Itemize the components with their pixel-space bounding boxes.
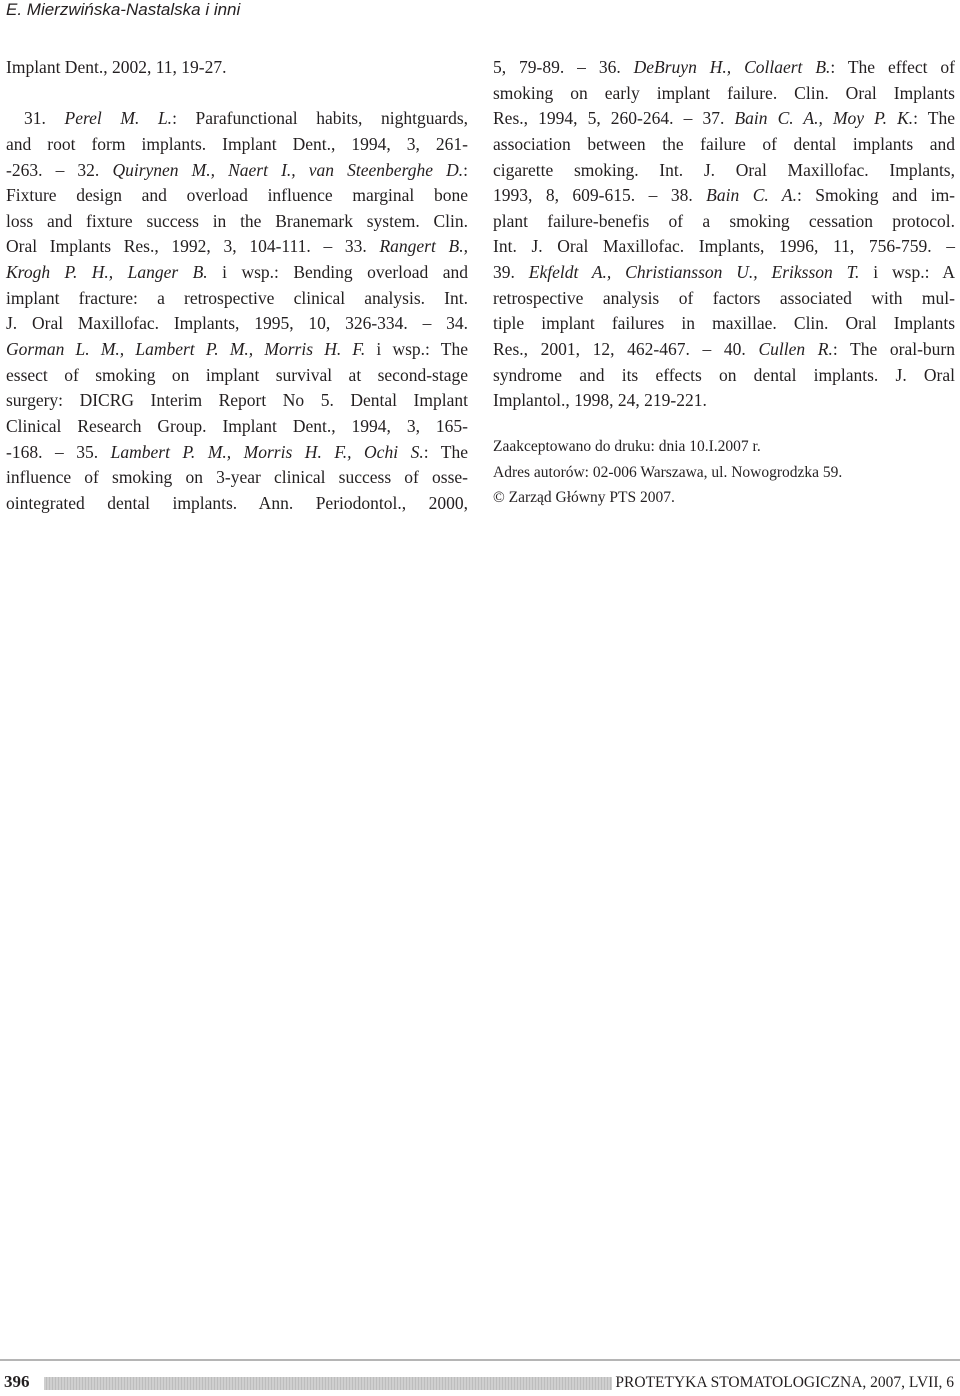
- ref-text: : The: [913, 108, 955, 129]
- acceptance-footnote: [493, 434, 953, 511]
- ref-authors: Bain C. A., Moy P. K.: [734, 108, 914, 129]
- ref-text: : The effect of: [830, 57, 955, 77]
- reference-line: [493, 55, 955, 81]
- reference-line: [6, 234, 468, 260]
- ref-text: i wsp.: Bending overload and: [207, 262, 469, 283]
- ref-authors: Quirynen M., Naert I., van Steenberghe D.: [112, 159, 464, 180]
- reference-line: [493, 260, 955, 286]
- reference-line: J. Oral Maxillofac. Implants, 1995, 10, 326-334. – 34.: [6, 313, 468, 334]
- reference-line: Clinical Research Group. Implant Dent., 1994, 3, 165-: [6, 415, 468, 436]
- reference-line: [493, 106, 955, 132]
- reference-line: [6, 260, 468, 286]
- ref-text: : Smoking and im-: [796, 185, 956, 206]
- ref-authors: Rangert B.,: [379, 236, 468, 257]
- reference-line: Int. J. Oral Maxillofac. Implants, 1996, 11, 756-759. –: [493, 236, 955, 257]
- reference-line: Implant Dent., 2002, 11, 19-27.: [6, 57, 227, 77]
- reference-line: tiple implant failures in maxillae. Clin. Oral Implants: [493, 313, 955, 334]
- reference-line: and root form implants. Implant Dent., 1994, 3, 261-: [6, 133, 468, 154]
- accepted-date: Zaakceptowano do druku: dnia 10.I.2007 r.: [493, 438, 761, 455]
- ref-authors: Lambert P. M., Morris H. F., Ochi S.: [110, 441, 424, 462]
- reference-column-left: [6, 55, 468, 517]
- ref-number: 31.: [24, 108, 65, 129]
- ref-number: -168. – 35.: [6, 441, 111, 462]
- ref-authors: Gorman L. M., Lambert P. M., Morris H. F.: [6, 339, 366, 360]
- ref-text: : The oral-burn: [832, 339, 955, 360]
- ref-authors: Cullen R.: [758, 339, 833, 360]
- ref-text: Res., 1994, 5, 260-264. – 37.: [493, 108, 735, 129]
- reference-line: plant failure-benefis of a smoking cessation protocol.: [493, 210, 955, 231]
- reference-line: ointegrated dental implants. Ann. Periodontol., 2000,: [6, 492, 468, 513]
- ref-text: : Parafunctional habits, nightguards,: [172, 108, 469, 129]
- reference-line: loss and fixture success in the Branemark system. Clin.: [6, 210, 468, 231]
- footer-divider: [0, 1359, 960, 1361]
- page-number: 396: [4, 1372, 30, 1391]
- reference-line: surgery: DICRG Interim Report No 5. Dental Implant: [6, 390, 468, 411]
- reference-line: [6, 337, 468, 363]
- ref-text: 5, 79-89. – 36.: [493, 57, 634, 77]
- reference-line: [493, 183, 955, 209]
- ref-text: i wsp.: The: [365, 339, 468, 360]
- reference-column-right: [493, 55, 955, 414]
- reference-line: association between the failure of dental implants and: [493, 133, 955, 154]
- ref-text: 1993, 8, 609-615. – 38.: [493, 185, 707, 206]
- reference-line: [6, 440, 468, 466]
- ref-text: i wsp.: A: [859, 262, 955, 283]
- reference-line: retrospective analysis of factors associated with mul-: [493, 287, 955, 308]
- reference-line: Implantol., 1998, 24, 219-221.: [493, 390, 707, 411]
- ref-text: Res., 2001, 12, 462-467. – 40.: [493, 339, 759, 360]
- ref-authors: DeBruyn H., Collaert B.: [633, 57, 831, 77]
- reference-line: syndrome and its effects on dental implants. J. Oral: [493, 364, 955, 385]
- reference-line: cigarette smoking. Int. J. Oral Maxillofac. Implants,: [493, 159, 955, 180]
- ref-authors: Ekfeldt A., Christiansson U., Eriksson T.: [528, 262, 860, 283]
- ref-authors: Perel M. L.: [64, 108, 173, 129]
- ref-authors: Krogh P. H., Langer B.: [6, 262, 208, 283]
- footer-decorative-bar: [44, 1377, 612, 1390]
- ref-number: 39.: [493, 262, 529, 283]
- reference-line: Fixture design and overload influence marginal bone: [6, 185, 468, 206]
- journal-footer: PROTETYKA STOMATOLOGICZNA, 2007, LVII, 6: [615, 1374, 954, 1391]
- ref-number: -263. – 32.: [6, 159, 113, 180]
- ref-text: :: [463, 159, 468, 180]
- ref-text: Oral Implants Res., 1992, 3, 104-111. – 33.: [6, 236, 380, 257]
- reference-line: smoking on early implant failure. Clin. Oral Implants: [493, 82, 955, 103]
- reference-line: implant fracture: a retrospective clinical analysis. Int.: [6, 287, 468, 308]
- reference-line: [6, 106, 468, 132]
- ref-text: : The: [423, 441, 468, 462]
- paragraph-gap: [6, 81, 468, 107]
- running-head: E. Mierzwińska-Nastalska i inni: [6, 0, 241, 19]
- reference-line: influence of smoking on 3-year clinical success of osse-: [6, 467, 468, 488]
- author-address: Adres autorów: 02-006 Warszawa, ul. Nowogrodzka 59.: [493, 463, 843, 481]
- ref-authors: Bain C. A.: [706, 185, 797, 206]
- reference-line: [6, 158, 468, 184]
- copyright-notice: © Zarząd Główny PTS 2007.: [493, 489, 675, 506]
- reference-line: essect of smoking on implant survival at second-stage: [6, 364, 468, 385]
- reference-line: [493, 337, 955, 363]
